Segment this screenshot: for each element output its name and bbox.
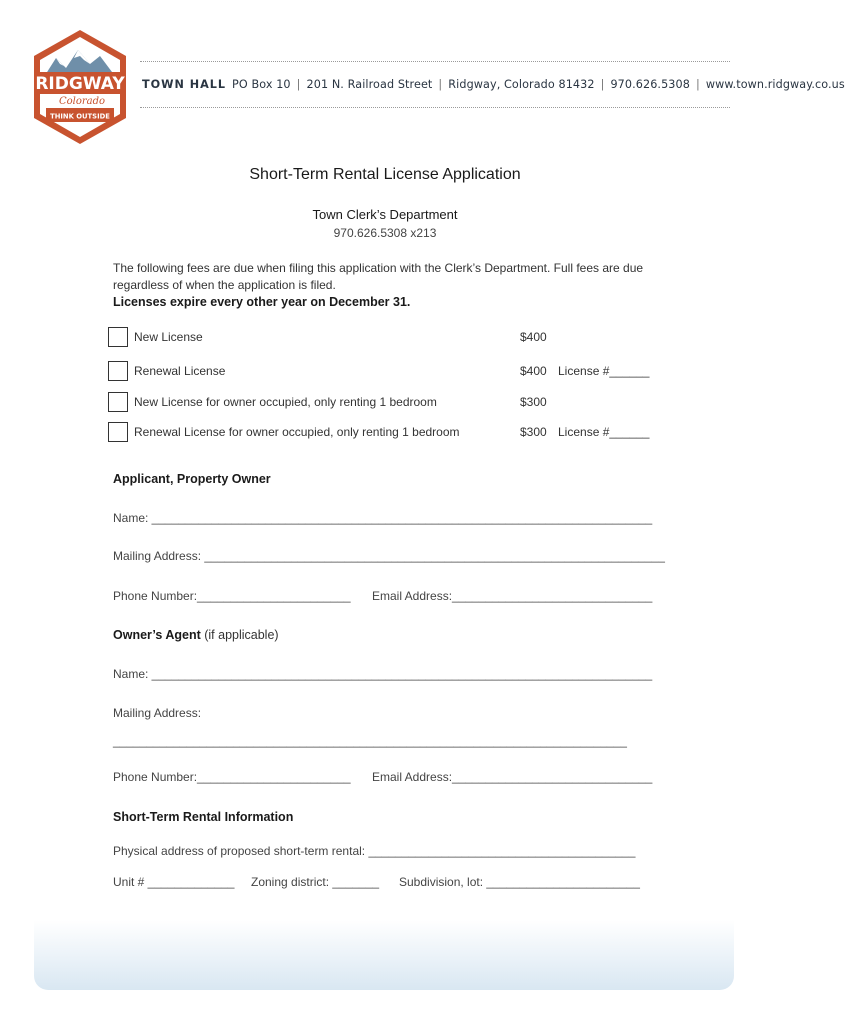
- unit-number-field[interactable]: Unit # _____________: [113, 875, 235, 889]
- applicant-phone-field[interactable]: Phone Number:_______________________: [113, 589, 351, 603]
- header-divider-bottom: [140, 107, 730, 108]
- agent-heading: Owner’s Agent (if applicable): [113, 628, 279, 642]
- applicant-name-field[interactable]: Name: ___________________________________________________________________________: [113, 511, 653, 525]
- new-owner-occupied-checkbox[interactable]: [108, 392, 128, 412]
- renewal-license-checkbox[interactable]: [108, 361, 128, 381]
- rental-physical-address-field[interactable]: Physical address of proposed short-term rental: ________________________________________: [113, 844, 636, 858]
- fee-label: New License for owner occupied, only renting 1 bedroom: [134, 395, 437, 409]
- department-phone: 970.626.5308 x213: [333, 226, 437, 240]
- fee-price: $400: [520, 364, 547, 378]
- fee-price: $400: [520, 330, 547, 344]
- fee-label: Renewal License: [134, 364, 226, 378]
- license-number-field[interactable]: License #______: [558, 364, 650, 378]
- footer-band: [34, 920, 734, 990]
- street-address: 201 N. Railroad Street: [306, 78, 433, 91]
- logo-tagline: THINK OUTSIDE: [50, 112, 110, 121]
- rental-info-heading: Short-Term Rental Information: [113, 810, 294, 824]
- po-box: PO Box 10: [232, 78, 291, 91]
- logo-wordmark: RIDGWAY: [35, 74, 125, 94]
- applicant-mailing-address-field[interactable]: Mailing Address: _____________________________________________________________________: [113, 549, 665, 563]
- town-hall-label: TOWN HALL: [142, 78, 227, 91]
- agent-mailing-address-field[interactable]: _____________________________________________________________________________: [113, 734, 627, 748]
- fee-price: $300: [520, 425, 547, 439]
- town-website-link[interactable]: www.town.ridgway.co.us: [705, 78, 845, 91]
- department-name: Town Clerk’s Department: [312, 207, 458, 222]
- fee-intro-text: The following fees are due when filing this application with the Clerk’s Department. Full fees are due regardless of when the application is filed.: [113, 261, 644, 292]
- expiration-notice: Licenses expire every other year on December 31.: [113, 295, 411, 309]
- fee-label: Renewal License for owner occupied, only renting 1 bedroom: [134, 425, 460, 439]
- applicant-email-field[interactable]: Email Address:______________________________: [372, 589, 653, 603]
- page-title: Short-Term Rental License Application: [249, 166, 521, 183]
- zoning-district-field[interactable]: Zoning district: _______: [251, 875, 380, 889]
- license-number-field[interactable]: License #______: [558, 425, 650, 439]
- fee-row-renewal-owner-occupied: [108, 422, 668, 446]
- city-state-zip: Ridgway, Colorado 81432: [448, 78, 595, 91]
- new-license-checkbox[interactable]: [108, 327, 128, 347]
- agent-name-field[interactable]: Name: ___________________________________________________________________________: [113, 667, 653, 681]
- ridgway-logo-badge: [30, 28, 130, 146]
- logo-script: Colorado: [58, 96, 106, 107]
- applicant-heading: Applicant, Property Owner: [113, 472, 271, 486]
- fee-label: New License: [134, 330, 203, 344]
- town-hall-address: TOWN HALL PO Box 10 | 201 N. Railroad Street | Ridgway, Colorado 81432 | 970.626.5308 | www.town.ridgway.co.us: [142, 78, 845, 91]
- fee-row-new-license: [108, 327, 668, 351]
- agent-phone-field[interactable]: Phone Number:_______________________: [113, 770, 351, 784]
- agent-heading-note: (if applicable): [204, 628, 279, 642]
- header-divider-top: [140, 61, 730, 62]
- town-phone: 970.626.5308: [610, 78, 690, 91]
- subdivision-lot-field[interactable]: Subdivision, lot: _______________________: [399, 875, 640, 889]
- agent-email-field[interactable]: Email Address:______________________________: [372, 770, 653, 784]
- fee-price: $300: [520, 395, 547, 409]
- agent-mailing-address-label: Mailing Address:: [113, 706, 202, 720]
- fee-row-new-owner-occupied: [108, 392, 668, 416]
- ridgway-logo: [30, 28, 130, 146]
- fee-row-renewal-license: [108, 361, 668, 385]
- renewal-owner-occupied-checkbox[interactable]: [108, 422, 128, 442]
